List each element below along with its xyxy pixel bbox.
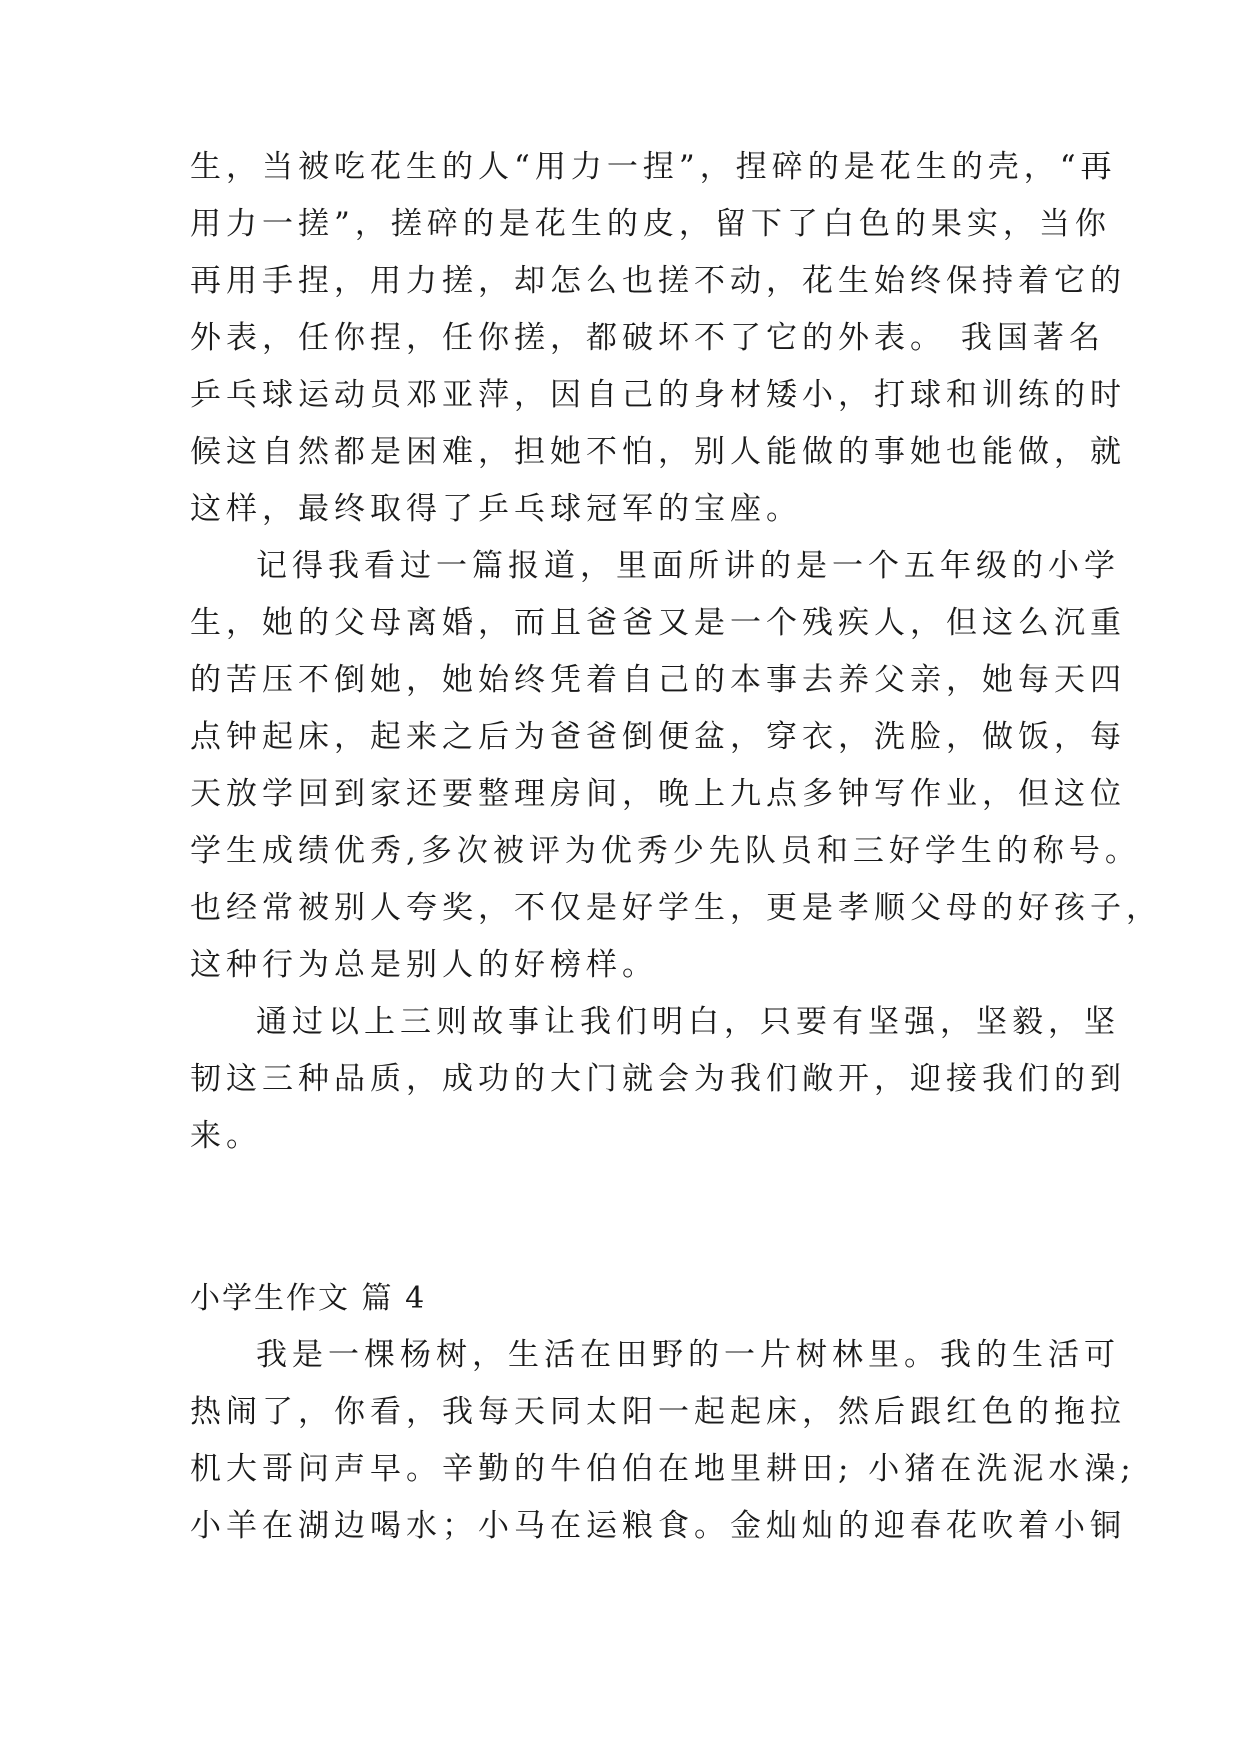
paragraph-2 — [190, 538, 1162, 994]
text-line: 热闹了，你看，我每天同太阳一起起床，然后跟红色的拖拉 — [190, 1394, 1126, 1430]
text-line: 用力一搓”，搓碎的是花生的皮，留下了白色的果实，当你 — [190, 206, 1111, 242]
text-line: 也经常被别人夸奖，不仅是好学生，更是孝顺父母的好孩子， — [190, 890, 1162, 926]
text-line: 生，她的父母离婚，而且爸爸又是一个残疾人，但这么沉重 — [190, 605, 1126, 641]
text-line: 的苦压不倒她，她始终凭着自己的本事去养父亲，她每天四 — [190, 662, 1126, 698]
text-line: 通过以上三则故事让我们明白，只要有坚强，坚毅，坚 — [256, 1004, 1120, 1040]
text-line: 我是一棵杨树，生活在田野的一片树林里。我的生活可 — [256, 1337, 1120, 1373]
text-line: 这种行为总是别人的好榜样。 — [190, 947, 658, 983]
text-line: 这样，最终取得了乒乓球冠军的宝座。 — [190, 491, 802, 527]
text-line: 记得我看过一篇报道，里面所讲的是一个五年级的小学 — [256, 548, 1120, 584]
paragraph-3 — [190, 994, 1126, 1165]
paragraph-1 — [190, 139, 1126, 538]
text-line: 再用手捏，用力搓，却怎么也搓不动，花生始终保持着它的 — [190, 263, 1126, 299]
text-line: 天放学回到家还要整理房间，晚上九点多钟写作业，但这位 — [190, 776, 1126, 812]
text-line: 来。 — [190, 1118, 262, 1154]
text-line: 学生成绩优秀,多次被评为优秀少先队员和三好学生的称号。 — [190, 833, 1141, 869]
text-line: 点钟起床，起来之后为爸爸倒便盆，穿衣，洗脸，做饭，每 — [190, 719, 1126, 755]
section-paragraph — [190, 1327, 1136, 1555]
text-line: 韧这三种品质，成功的大门就会为我们敞开，迎接我们的到 — [190, 1061, 1126, 1097]
section-heading: 小学生作文 篇 4 — [190, 1281, 427, 1316]
text-line: 小羊在湖边喝水；小马在运粮食。金灿灿的迎春花吹着小铜 — [190, 1508, 1126, 1544]
text-line: 生，当被吃花生的人“用力一捏”，捏碎的是花生的壳，“再 — [190, 149, 1117, 185]
text-line: 乒乓球运动员邓亚萍，因自己的身材矮小，打球和训练的时 — [190, 377, 1126, 413]
text-line: 外表，任你捏，任你搓，都破坏不了它的外表。 我国著名 — [190, 320, 1105, 356]
text-line: 候这自然都是困难，担她不怕，别人能做的事她也能做，就 — [190, 434, 1126, 470]
text-line: 机大哥问声早。辛勤的牛伯伯在地里耕田; 小猪在洗泥水澡; — [190, 1451, 1136, 1487]
